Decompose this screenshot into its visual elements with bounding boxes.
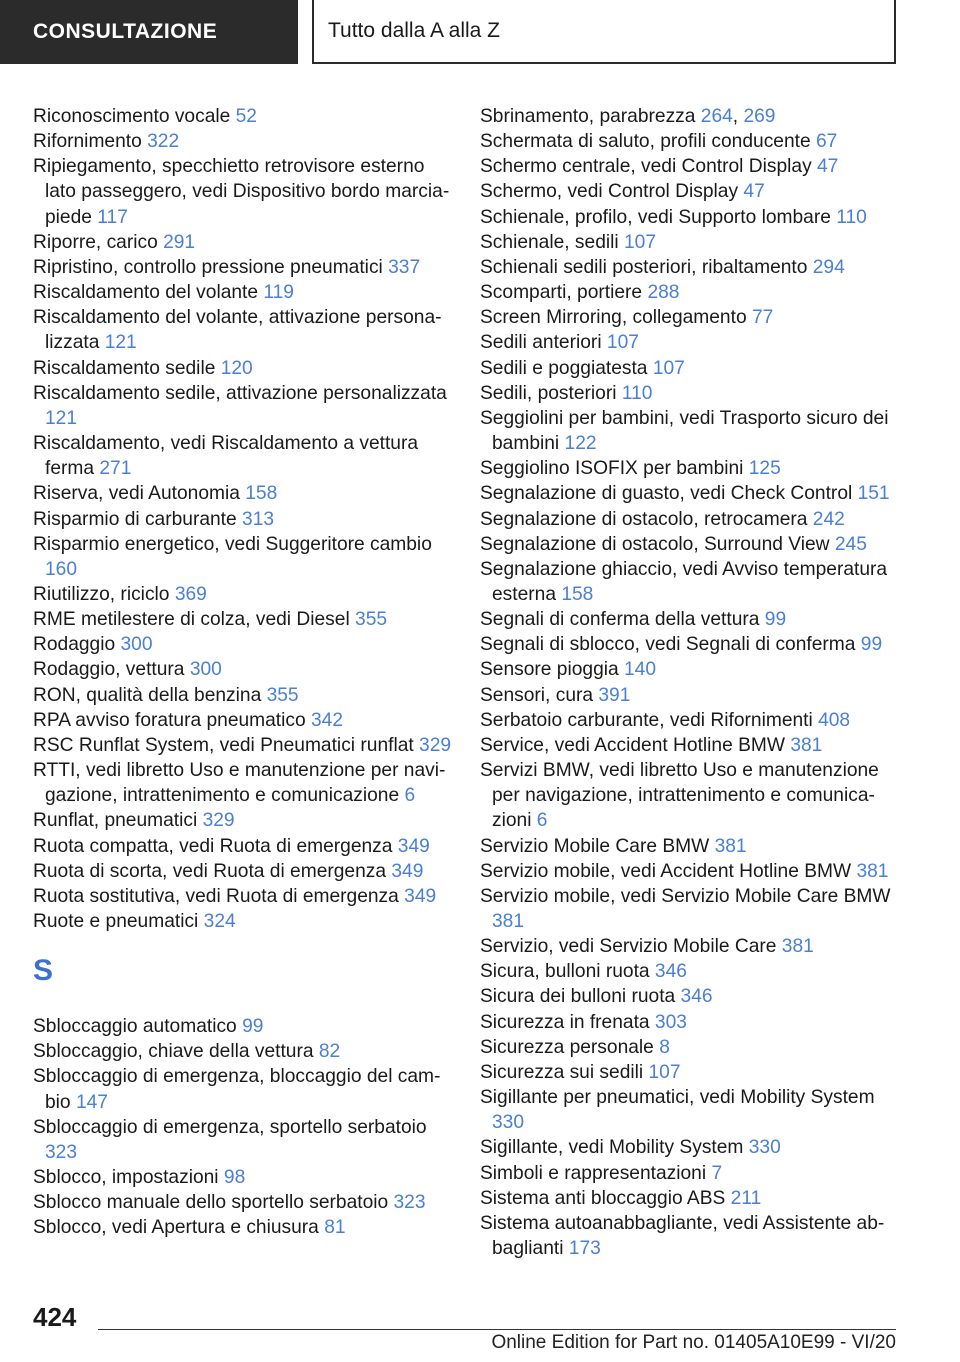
page-reference-link[interactable]: 330 — [492, 1112, 525, 1134]
entry-term: Rodaggio — [33, 634, 121, 656]
entry-term: Sbloccaggio di emergenza, bloccaggio del cambio — [33, 1066, 441, 1113]
entry-term: Risparmio di carburante — [33, 508, 243, 530]
index-entry — [33, 356, 453, 381]
index-entry — [480, 1186, 900, 1211]
page-number: 424 — [33, 1302, 77, 1332]
page-reference-link[interactable]: 303 — [654, 1011, 687, 1033]
entry-term: Sblocco, vedi Apertura e chiusura — [33, 1217, 325, 1239]
index-entry — [33, 104, 453, 129]
page-reference-link[interactable]: 99 — [242, 1016, 264, 1038]
entry-term: Rifornimento — [33, 131, 148, 153]
index-entry — [480, 179, 900, 204]
page-reference-link[interactable]: 173 — [568, 1238, 601, 1260]
page-reference-link[interactable]: 349 — [404, 885, 437, 907]
index-entry — [480, 733, 900, 758]
index-entry — [33, 708, 453, 733]
entry-term: Sbloccaggio, chiave della vettura — [33, 1041, 319, 1063]
index-entry — [33, 607, 453, 632]
index-entry — [480, 758, 900, 833]
page-reference-link[interactable]: 346 — [654, 961, 687, 983]
entry-term: RME metilestere di colza, vedi Diesel — [33, 609, 356, 631]
entry-term: Sicura, bulloni ruota — [480, 961, 655, 983]
entry-term: Segnalazione di ostacolo, Surround View — [480, 533, 835, 555]
index-entry — [480, 632, 900, 657]
index-entry — [480, 129, 900, 154]
entry-term: Segnalazione di guasto, vedi Check Control — [480, 483, 858, 505]
entry-term: Risparmio energetico, vedi Suggeritore cambio — [33, 533, 432, 555]
page-reference-link[interactable]: 147 — [75, 1091, 108, 1113]
entry-term: Sblocco manuale dello sportello serbatoio — [33, 1192, 394, 1214]
section-title: Tutto dalla A alla Z — [312, 0, 896, 64]
section-letter: S — [33, 954, 54, 988]
index-entry — [33, 1215, 453, 1240]
index-entry — [33, 129, 453, 154]
page-reference-link[interactable]: 381 — [790, 734, 823, 756]
index-entry — [33, 632, 453, 657]
entry-term: Sigillante per pneumatici, vedi Mobility System — [480, 1087, 875, 1109]
page-reference-link[interactable]: 381 — [856, 860, 889, 882]
page-reference-link[interactable]: 381 — [714, 835, 747, 857]
page-reference-link[interactable]: 121 — [45, 407, 78, 429]
index-entry — [480, 859, 900, 884]
index-entry — [480, 683, 900, 708]
entry-term: Simboli e rappresentazioni — [480, 1162, 712, 1184]
index-column-right — [480, 104, 900, 1261]
entry-term: Segnalazione ghiaccio, vedi Avviso temperatura esterna — [480, 558, 888, 605]
page-reference-link[interactable]: 120 — [220, 357, 253, 379]
entry-term: Servizio mobile, vedi Servizio Mobile Care BMW — [480, 885, 891, 907]
entry-term: Sbrinamento, parabrezza — [480, 106, 701, 127]
index-entry — [480, 959, 900, 984]
index-entry — [33, 305, 453, 355]
entry-term: Schienali sedili posteriori, ribaltamento — [480, 256, 813, 278]
entry-term: Servizio mobile, vedi Accident Hotline BMW — [480, 860, 857, 882]
entry-term: Ruota sostitutiva, vedi Ruota di emergenza — [33, 885, 405, 907]
entry-term: Sistema anti bloccaggio ABS — [480, 1187, 731, 1209]
page-reference-link[interactable]: 288 — [647, 282, 680, 304]
page-reference-link[interactable]: 110 — [836, 206, 867, 228]
index-entry — [480, 834, 900, 859]
footer-edition: Online Edition for Part no. 01405A10E99 - VI/20 — [491, 1332, 896, 1353]
entry-term: Servizio Mobile Care BMW — [480, 835, 715, 857]
page-reference-link[interactable]: 110 — [621, 382, 653, 404]
index-entry — [33, 1064, 453, 1114]
page-reference-link[interactable]: 242 — [812, 508, 845, 530]
page-reference-link[interactable]: 107 — [652, 357, 685, 379]
entry-term: Sensori, cura — [480, 684, 599, 706]
entry-term: Sicurezza sui sedili — [480, 1061, 649, 1083]
entry-term: Sedili, posteriori — [480, 382, 622, 404]
page-reference-link[interactable]: 381 — [492, 911, 525, 932]
page-reference-link[interactable]: 349 — [391, 860, 424, 882]
page-reference-link[interactable]: 323 — [45, 1141, 78, 1163]
index-entry — [480, 1060, 900, 1085]
page-reference-link[interactable]: 82 — [318, 1041, 341, 1063]
index-entry — [33, 255, 453, 280]
entry-term: Sicura dei bulloni ruota — [480, 986, 681, 1008]
entry-term: RSC Runflat System, vedi Pneumatici runflat — [33, 734, 420, 756]
index-entry — [480, 1135, 900, 1160]
index-entry — [33, 909, 453, 934]
index-entry — [480, 557, 900, 607]
entry-term: Seggiolino ISOFIX per bambini — [480, 458, 749, 480]
index-entry — [480, 532, 900, 557]
page-reference-link[interactable]: 269 — [743, 106, 776, 127]
index-column-left — [33, 104, 453, 1241]
page-reference-link[interactable]: 324 — [203, 911, 236, 932]
page-reference-link[interactable]: 381 — [781, 936, 814, 958]
page-reference-link[interactable]: 6 — [536, 810, 548, 832]
index-entry — [33, 758, 453, 808]
entry-term: Segnali di sblocco, vedi Segnali di conferma — [480, 634, 861, 656]
page-reference-link[interactable]: 7 — [711, 1162, 723, 1184]
index-entry — [480, 154, 900, 179]
index-entry — [480, 1211, 900, 1261]
page-reference-link[interactable]: 107 — [606, 332, 639, 354]
page-reference-link[interactable]: 346 — [680, 986, 713, 1008]
index-entry — [480, 356, 900, 381]
entry-term: Screen Mirroring, collegamento — [480, 307, 752, 329]
page-reference-link[interactable]: 313 — [242, 508, 275, 530]
page-reference-link[interactable]: 107 — [624, 231, 657, 253]
page-reference-link[interactable]: 322 — [147, 131, 180, 153]
index-entry — [33, 381, 453, 431]
chapter-tab: CONSULTAZIONE — [0, 0, 298, 64]
entry-term: Sensore pioggia — [480, 659, 625, 681]
page-reference-link[interactable]: 323 — [393, 1192, 426, 1214]
page-reference-link[interactable]: 329 — [419, 734, 452, 756]
page-reference-link[interactable]: 329 — [202, 810, 235, 832]
index-entry — [33, 683, 453, 708]
index-entry — [480, 607, 900, 632]
entry-term: Ruota compatta, vedi Ruota di emergenza — [33, 835, 398, 857]
index-entry — [480, 657, 900, 682]
entry-term: Riscaldamento, vedi Riscaldamento a vettura ferma — [33, 433, 419, 480]
index-entry — [480, 1085, 900, 1135]
entry-term: Riconoscimento vocale — [33, 106, 236, 127]
index-entry — [33, 657, 453, 682]
index-entry — [33, 1039, 453, 1064]
entry-term: Riscaldamento sedile, attivazione personalizzata — [33, 382, 447, 404]
entry-term: RPA avviso foratura pneumatico — [33, 709, 312, 731]
index-entry — [480, 1010, 900, 1035]
page-reference-link[interactable]: 342 — [311, 709, 344, 731]
entry-term: Segnalazione di ostacolo, retrocamera — [480, 508, 813, 530]
entry-term: Sblocco, impostazioni — [33, 1167, 224, 1189]
entry-term: RON, qualità della benzina — [33, 684, 267, 706]
page-reference-link[interactable]: 337 — [388, 256, 421, 278]
page-reference-link[interactable]: 107 — [648, 1061, 681, 1083]
page-reference-link[interactable]: 408 — [818, 709, 851, 731]
entry-term: Riscaldamento del volante — [33, 282, 264, 304]
entry-term: Ripristino, controllo pressione pneumatici — [33, 256, 389, 278]
index-entry — [480, 934, 900, 959]
page-reference-link[interactable]: 300 — [120, 634, 153, 656]
page-reference-link[interactable]: 98 — [223, 1167, 246, 1189]
page-reference-link[interactable]: 81 — [324, 1217, 346, 1239]
entry-term: Schermo, vedi Control Display — [480, 181, 744, 203]
page-reference-link[interactable]: 271 — [99, 458, 132, 480]
page-reference-link[interactable]: 99 — [860, 634, 883, 656]
page-reference-link[interactable]: 119 — [263, 282, 294, 304]
page-reference-link[interactable]: 122 — [564, 433, 597, 455]
index-entry — [33, 280, 453, 305]
index-entry — [480, 255, 900, 280]
index-entry — [480, 205, 900, 230]
page-reference-link[interactable]: 355 — [355, 609, 388, 631]
index-entry — [33, 1165, 453, 1190]
page-separator: , — [732, 106, 744, 127]
footer-rule — [98, 1329, 896, 1330]
page-reference-link[interactable]: 355 — [266, 684, 299, 706]
page-reference-link[interactable]: 52 — [235, 106, 257, 127]
index-entry — [480, 481, 900, 506]
page-reference-link[interactable]: 6 — [404, 785, 416, 807]
index-entry — [480, 104, 900, 129]
index-entry — [33, 1190, 453, 1215]
entry-term: Sigillante, vedi Mobility System — [480, 1137, 749, 1159]
entry-term: Servizio, vedi Servizio Mobile Care — [480, 936, 782, 958]
page-reference-link[interactable]: 47 — [817, 156, 839, 178]
entry-term: Sicurezza in frenata — [480, 1011, 655, 1033]
entry-term: Sbloccaggio di emergenza, sportello serbatoio — [33, 1116, 427, 1138]
page-reference-link[interactable]: 151 — [857, 483, 890, 505]
index-entry — [33, 532, 453, 582]
entry-term: Service, vedi Accident Hotline BMW — [480, 734, 791, 756]
index-entry — [480, 456, 900, 481]
page-reference-link[interactable]: 300 — [189, 659, 222, 681]
page-header — [0, 0, 960, 66]
index-entry — [33, 582, 453, 607]
index-entry — [480, 884, 900, 934]
index-entry — [480, 305, 900, 330]
entry-term: Riscaldamento del volante, attivazione personalizzata — [33, 307, 442, 354]
index-entry — [33, 507, 453, 532]
page-reference-link[interactable]: 245 — [834, 533, 867, 555]
page-reference-link[interactable]: 158 — [561, 583, 594, 605]
entry-term: Ripiegamento, specchietto retrovisore esterno lato passeggero, vedi Dispositivo bordo marciapiede — [33, 156, 450, 228]
page-reference-link[interactable]: 264 — [700, 106, 733, 127]
entry-term: Sedili e poggiatesta — [480, 357, 653, 379]
entry-term: Runflat, pneumatici — [33, 810, 203, 832]
page-reference-link[interactable]: 160 — [45, 558, 78, 580]
entry-term: Schermo centrale, vedi Control Display — [480, 156, 817, 178]
page-reference-link[interactable]: 369 — [174, 583, 207, 605]
entry-term: Riserva, vedi Autonomia — [33, 483, 246, 505]
entry-term: Seggiolini per bambini, vedi Trasporto sicuro dei bambini — [480, 407, 889, 455]
index-entry — [33, 733, 453, 758]
index-entry — [33, 230, 453, 255]
index-entry — [33, 154, 453, 229]
index-entry — [480, 507, 900, 532]
entry-term: Riscaldamento sedile — [33, 357, 221, 379]
entry-term: Sedili anteriori — [480, 332, 607, 354]
index-entry — [33, 859, 453, 884]
page-reference-link[interactable]: 349 — [397, 835, 430, 857]
entry-term: Rodaggio, vettura — [33, 659, 190, 681]
entry-term: Scomparti, portiere — [480, 282, 648, 304]
index-entry — [480, 280, 900, 305]
page-reference-link[interactable]: 158 — [245, 483, 278, 505]
index-entry — [33, 884, 453, 909]
page-reference-link[interactable]: 121 — [104, 332, 137, 354]
index-entry — [33, 808, 453, 833]
index-entry — [480, 1035, 900, 1060]
entry-term: Schienale, sedili — [480, 231, 624, 253]
entry-term: RTTI, vedi libretto Uso e manutenzione per navigazione, intrattenimento e comunicazione — [33, 760, 446, 807]
entry-term: Ruote e pneumatici — [33, 911, 204, 932]
index-entry — [480, 1161, 900, 1186]
page-reference-link[interactable]: 291 — [163, 231, 196, 253]
entry-term: Sicurezza personale — [480, 1036, 660, 1058]
page-reference-link[interactable]: 125 — [748, 458, 781, 480]
entry-term: Sbloccaggio automatico — [33, 1016, 243, 1038]
page-reference-link[interactable]: 211 — [730, 1187, 762, 1209]
page-reference-link[interactable]: 99 — [764, 609, 787, 631]
page-reference-link[interactable]: 67 — [815, 131, 838, 153]
index-entry — [480, 406, 900, 456]
entry-term: Segnali di conferma della vettura — [480, 609, 765, 631]
page-reference-link[interactable]: 294 — [812, 256, 845, 278]
entry-term: Servizi BMW, vedi libretto Uso e manutenzione per navigazione, intrattenimento e comunicazioni — [480, 760, 879, 832]
page-reference-link[interactable]: 117 — [97, 206, 128, 228]
entry-term: Riporre, carico — [33, 231, 164, 253]
index-entry — [33, 431, 453, 481]
entry-term: Schermata di saluto, profili conducente — [480, 131, 816, 153]
page-reference-link[interactable]: 8 — [659, 1036, 670, 1058]
index-entry — [480, 984, 900, 1009]
index-entry — [480, 381, 900, 406]
entry-term: Sistema autoanabbagliante, vedi Assistente abbaglianti — [480, 1212, 885, 1260]
index-entry — [33, 1014, 453, 1039]
page-reference-link[interactable]: 47 — [743, 181, 765, 203]
entry-term: Schienale, profilo, vedi Supporto lombare — [480, 206, 837, 228]
index-entry — [480, 330, 900, 355]
page-reference-link[interactable]: 391 — [598, 684, 631, 706]
index-entry — [33, 834, 453, 859]
entry-term: Serbatoio carburante, vedi Rifornimenti — [480, 709, 819, 731]
index-entry — [33, 481, 453, 506]
entry-term: Riutilizzo, riciclo — [33, 583, 175, 605]
entry-term: Ruota di scorta, vedi Ruota di emergenza — [33, 860, 392, 882]
index-entry — [33, 1115, 453, 1165]
page-reference-link[interactable]: 140 — [624, 659, 657, 681]
index-entry — [480, 230, 900, 255]
index-entry — [480, 708, 900, 733]
page-reference-link[interactable]: 77 — [751, 307, 774, 329]
page-reference-link[interactable]: 330 — [748, 1137, 781, 1159]
